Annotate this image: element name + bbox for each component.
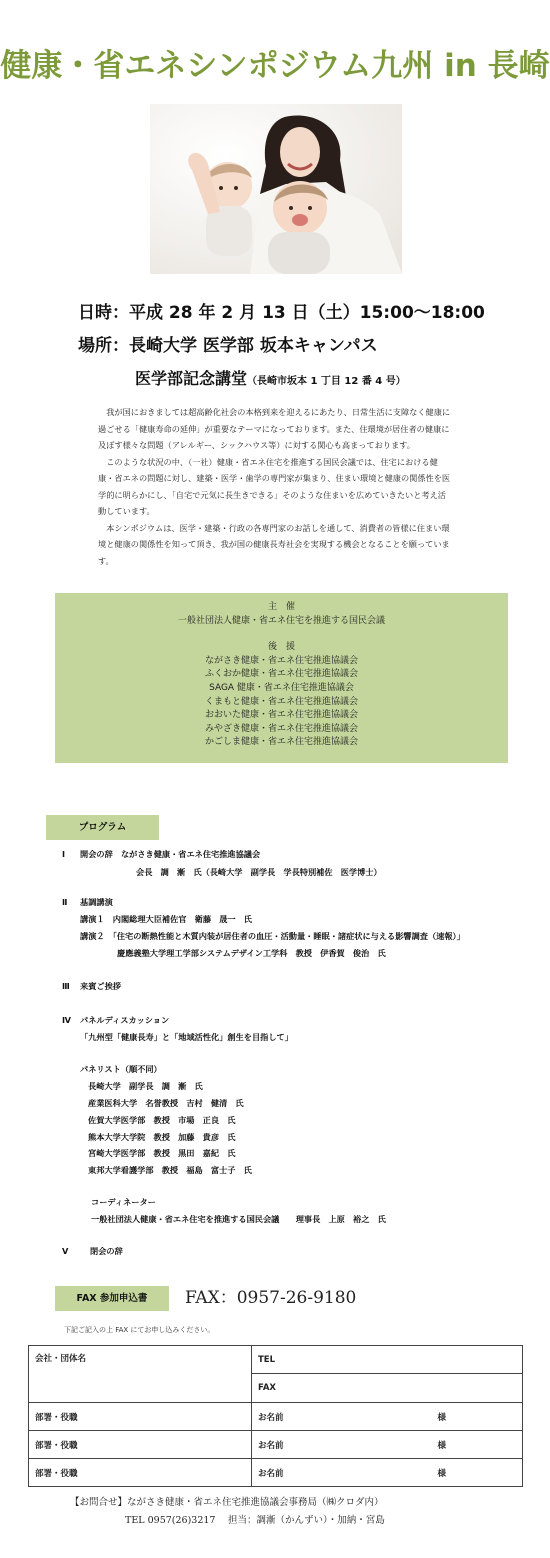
tel-field[interactable] xyxy=(252,1346,523,1374)
name-label: お名前 xyxy=(258,1440,284,1451)
contact-tel: TEL 0957(26)3217 担当：調漸（かんずい）・加納・宮島 xyxy=(125,1515,385,1526)
intro-paragraph: このような状況の中、（一社）健康・省エネ住宅を推進する国民会議では、住宅における健康・省エネの問題に対し、建築・医学・歯学の専門家が集まり、住まい環境と健康の関係性を医学的に明らかにし、「自宅で元気に長生きできる」そのような住まいを広めていきたいと考え活動しています。 xyxy=(98,456,451,516)
dept-label: 部署・役職 xyxy=(35,1412,78,1423)
fax-note: 下記ご記入の上 FAX にてお申し込みください。 xyxy=(64,1326,215,1334)
panelist-item: 産業医科大学 名誉教授 吉村 健清 氏 xyxy=(88,1098,244,1108)
panelist-item: 宮崎大学医学部 教授 黒田 嘉紀 氏 xyxy=(88,1148,236,1158)
supporter-item: ふくおか健康・省エネ住宅推進協議会 xyxy=(204,669,358,680)
dept-label: 部署・役職 xyxy=(35,1440,78,1451)
program-closing: 閉会の辞 xyxy=(90,1246,123,1256)
program-numeral: Ⅰ xyxy=(62,849,66,859)
fax-field[interactable] xyxy=(252,1374,523,1403)
fax-number: FAX：0957-26-9180 xyxy=(185,1288,357,1308)
program-numeral: Ⅲ xyxy=(62,981,70,991)
honorific: 様 xyxy=(437,1412,446,1423)
hall-address: （長崎市坂本 1 丁目 12 番 4 号） xyxy=(247,376,406,387)
panelist-item: 東邦大学看護学部 教授 福島 富士子 氏 xyxy=(88,1165,252,1175)
program-keynote: 基調講演 xyxy=(80,897,113,907)
page-title: 健康・省エネシンポジウム九州 in 長崎 xyxy=(0,48,550,84)
program-label: プログラム xyxy=(46,815,159,840)
mother-and-babies-photo xyxy=(150,104,402,274)
supporter-item: おおいた健康・省エネ住宅推進協議会 xyxy=(204,710,358,721)
program-numeral: Ⅱ xyxy=(62,897,68,907)
program-guest-greeting: 来賓ご挨拶 xyxy=(80,981,121,991)
name-field[interactable] xyxy=(252,1403,523,1431)
dept-field[interactable] xyxy=(29,1431,252,1459)
host-name: 一般社団法人健康・省エネ住宅を推進する国民会議 xyxy=(177,615,385,626)
support-heading: 後 援 xyxy=(267,642,295,653)
program-lecture-2: 講演２ 「住宅の断熱性能と木質内装が居住者の血圧・活動量・睡眠・諸症状に与える影響調査（速報）」 xyxy=(80,931,465,941)
program-opening-speaker: 会長 調 漸 氏（長崎大学 副学長 学長特別補佐 医学博士） xyxy=(136,867,382,877)
intro-paragraph: 本シンポジウムは、医学・建築・行政の各専門家のお話しを通して、消費者の皆様に住まい環境と健康の関係性を知って頂き、我が国の健康長寿社会を実現する機会となることを願っています。 xyxy=(98,522,450,566)
coordinator-name: 一般社団法人健康・省エネ住宅を推進する国民会議 理事長 上原 裕之 氏 xyxy=(91,1214,386,1224)
supporter-item: ながさき健康・省エネ住宅推進協議会 xyxy=(204,655,358,666)
intro-text xyxy=(98,404,454,569)
dept-field[interactable] xyxy=(29,1459,252,1487)
panelists-heading: パネリスト（順不同） xyxy=(80,1064,162,1074)
panelist-item: 熊本大学大学院 教授 加藤 貴彦 氏 xyxy=(88,1132,236,1142)
panelist-item: 長崎大学 副学長 調 漸 氏 xyxy=(88,1081,203,1091)
program-panel: パネルディスカッション xyxy=(80,1015,170,1025)
name-field[interactable] xyxy=(252,1431,523,1459)
event-datetime: 日時：平成 28 年 2 月 13 日（土）15:00〜18:00 xyxy=(78,303,485,323)
program-numeral: Ⅴ xyxy=(62,1246,69,1256)
dept-field[interactable] xyxy=(29,1403,252,1431)
contact-line: 【お問合せ】ながさき健康・省エネ住宅推進協議会事務局（㈱クロダ内） xyxy=(70,1497,384,1508)
coordinator-heading: コーディネーター xyxy=(91,1197,156,1207)
fax-label: FAX xyxy=(258,1383,276,1393)
name-label: お名前 xyxy=(258,1412,284,1423)
company-label: 会社・団体名 xyxy=(35,1354,87,1364)
fax-form-label: FAX 参加申込書 xyxy=(55,1286,169,1311)
program-panel-theme: 「九州型「健康長寿」と「地域活性化」創生を目指して」 xyxy=(80,1032,293,1042)
company-field[interactable] xyxy=(29,1346,252,1403)
supporter-item: くまもと健康・省エネ住宅推進協議会 xyxy=(204,696,358,707)
panelist-item: 佐賀大学医学部 教授 市場 正良 氏 xyxy=(88,1115,236,1125)
event-hall xyxy=(135,366,406,389)
sponsor-panel xyxy=(55,593,508,763)
supporter-item: SAGA 健康・省エネ住宅推進協議会 xyxy=(209,682,354,693)
name-label: お名前 xyxy=(258,1468,284,1479)
intro-paragraph: 我が国におきましては超高齢化社会の本格到来を迎えるにあたり、日常生活に支障なく健康に過ごせる「健康寿命の延伸」が重要なテーマになっております。また、住環境が居住者の健康に及ぼす様々な問題（アレルギー、シックハウス等）に対する関心も高まっております。 xyxy=(98,407,451,450)
program-lecture-1: 講演１ 内閣総理大臣補佐官 衛藤 晟一 氏 xyxy=(80,914,252,924)
program-numeral: Ⅳ xyxy=(62,1015,71,1025)
registration-form-table xyxy=(28,1345,523,1487)
name-field[interactable] xyxy=(252,1459,523,1487)
event-venue: 場所：長崎大学 医学部 坂本キャンパス xyxy=(78,336,378,356)
supporter-item: みやざき健康・省エネ住宅推進協議会 xyxy=(204,723,358,734)
supporter-item: かごしま健康・省エネ住宅推進協議会 xyxy=(204,737,358,748)
program-lecture-2-speaker: 慶應義塾大学理工学部システムデザイン工学科 教授 伊香賀 俊治 氏 xyxy=(117,948,386,958)
host-heading: 主 催 xyxy=(267,602,295,612)
dept-label: 部署・役職 xyxy=(35,1468,78,1479)
hall-name: 医学部記念講堂 xyxy=(135,369,248,388)
honorific: 様 xyxy=(437,1440,446,1451)
honorific: 様 xyxy=(437,1468,446,1479)
tel-label: TEL xyxy=(258,1354,276,1365)
program-opening: 開会の辞 ながさき健康・省エネ住宅推進協議会 xyxy=(80,849,261,859)
